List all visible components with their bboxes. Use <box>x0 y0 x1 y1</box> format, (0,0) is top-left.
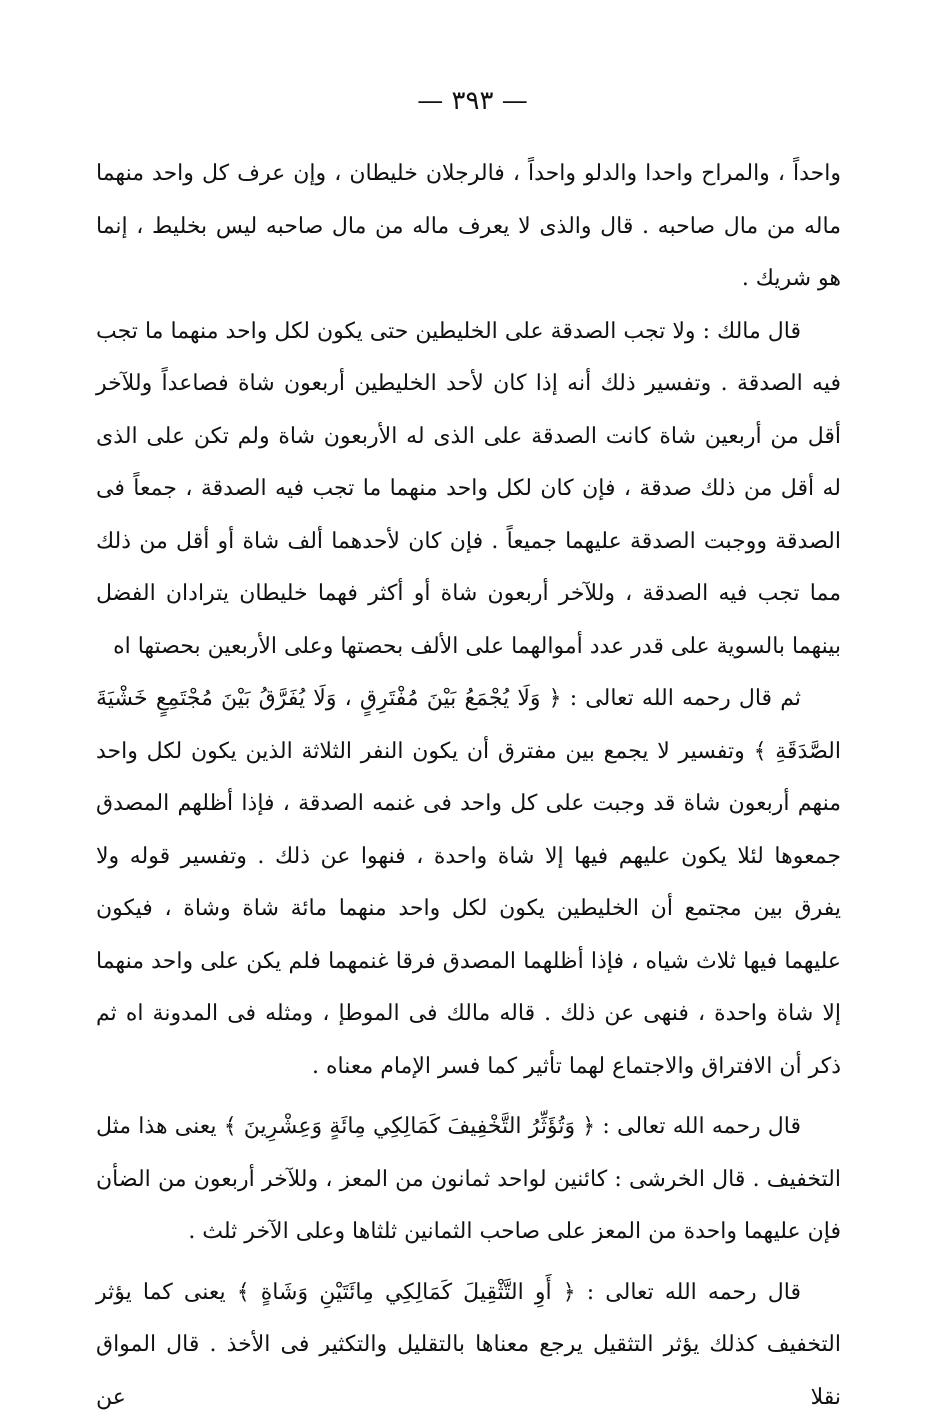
main-text-block <box>96 148 841 1424</box>
paragraph-gap <box>96 1093 841 1101</box>
paragraph-3: ثم قال رحمه الله تعالى : ﴿ وَلَا يُجْمَعُ بَيْنَ مُفْتَرِقٍ ، وَلَا يُفَرَّقُ بَيْنَ مُجْتَمِعٍ خَشْيَةَ الصَّدَقَةِ ﴾ وتفسير لا يجمع بين مفترق أن يكون النفر الثلاثة الذين يكون لكل واحد منهم أربعون شاة قد وجبت على كل واحد فى غنمه الصدقة ، فإذا أظلهم المصدق جمعوها لئلا يكون عليهم فيها إلا شاة واحدة ، فنهوا عن ذلك . وتفسير قوله ولا يفرق بين مجتمع أن الخليطين يكون لكل واحد منهما مائة شاة وشاة ، فيكون عليهما فيها ثلاث شياه ، فإذا أظلهما المصدق فرقا غنمهما فلم يكن على واحد منهما إلا شاة واحدة ، فنهى عن ذلك . قاله مالك فى الموطإ ، ومثله فى المدونة اه ثم ذكر أن الافتراق والاجتماع لهما تأثير كما فسر الإمام معناه . <box>96 673 841 1093</box>
paragraph-1: واحداً ، والمراح واحدا والدلو واحداً ، فالرجلان خليطان ، وإن عرف كل واحد منهما ماله من مال صاحبه . قال والذى لا يعرف ماله من مال صاحبه ليس بخليط ، إنما هو شريك . <box>96 148 841 306</box>
paragraph-5: قال رحمه الله تعالى : ﴿ أَوِ التَّثْقِيلَ كَمَالِكِي مِائَتَيْنِ وَشَاةٍ ﴾ يعنى كما يؤثر التخفيف كذلك يؤثر التثقيل يرجع معناها بالتقليل والتكثير فى الأخذ . قال المواق نقلا عن <box>96 1267 841 1424</box>
paragraph-4: قال رحمه الله تعالى : ﴿ وَتُؤَثِّرُ التَّخْفِيفَ كَمَالِكِي مِائَةٍ وَعِشْرِينَ ﴾ يعنى هذا مثل التخفيف . قال الخرشى : كائنين لواحد ثمانون من المعز ، وللآخر أربعون من الضأن فإن عليهما واحدة من المعز على صاحب الثمانين ثلثاها وعلى الآخر ثلث . <box>96 1101 841 1259</box>
page-number-header <box>0 86 945 116</box>
header-dash-left: — <box>417 86 451 116</box>
paragraph-gap <box>96 1259 841 1267</box>
header-dash-right: — <box>493 86 527 116</box>
paragraph-2: قال مالك : ولا تجب الصدقة على الخليطين حتى يكون لكل واحد منهما ما تجب فيه الصدقة . وتفسير ذلك أنه إذا كان لأحد الخليطين أربعون شاة فصاعداً وللآخر أقل من أربعين شاة كانت الصدقة على الذى له الأربعون شاة ولم تكن على الذى له أقل من ذلك صدقة ، فإن كان لكل واحد منهما ما تجب فيه الصدقة ، جمعاً فى الصدقة ووجبت الصدقة عليهما جميعاً . فإن كان لأحدهما ألف شاة أو أقل من ذلك مما تجب فيه الصدقة ، وللآخر أربعون شاة أو أكثر فهما خليطان يترادان الفضل بينهما بالسوية على قدر عدد أموالهما على الألف بحصتها وعلى الأربعين بحصتها اه <box>96 306 841 674</box>
page-number: ٣٩٣ <box>452 86 494 116</box>
